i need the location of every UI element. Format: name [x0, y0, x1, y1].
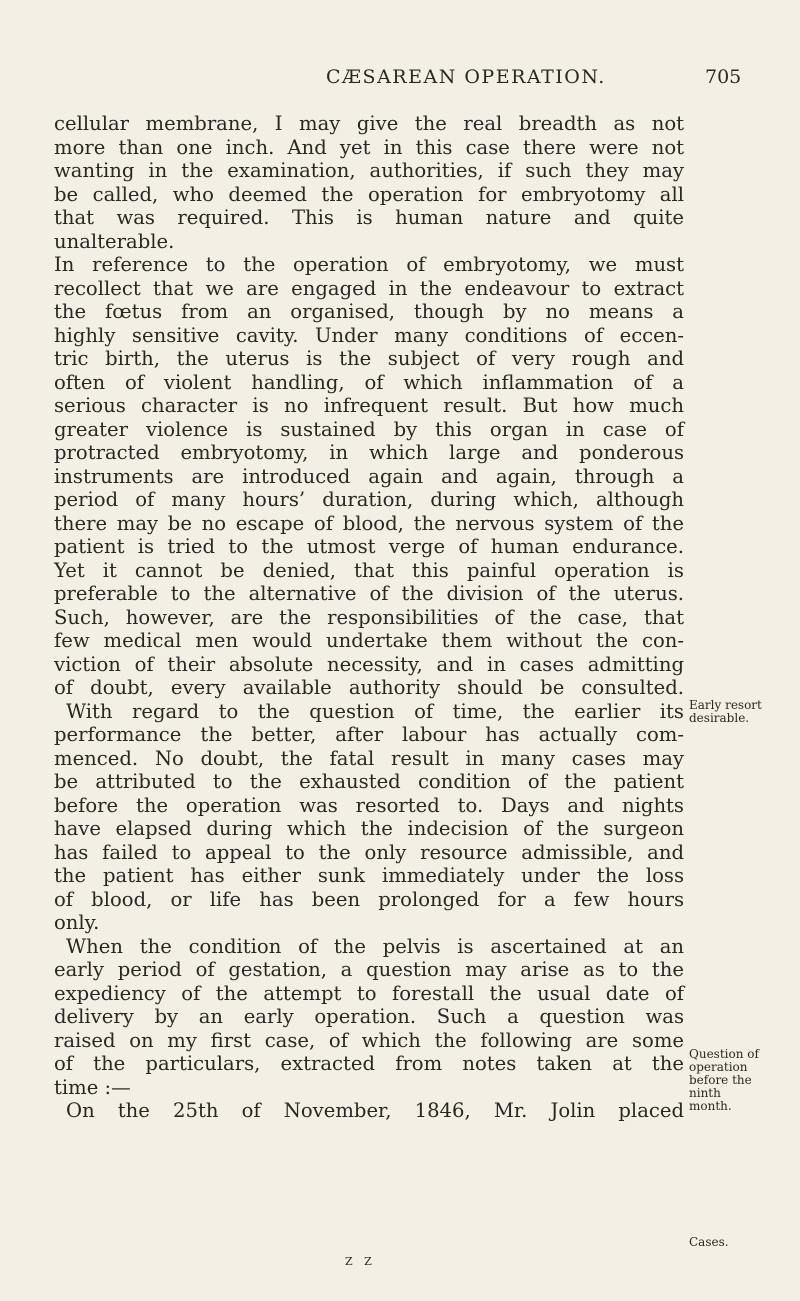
text-line: On the 25th of November, 1846, Mr. Jolin placed [66, 1099, 684, 1122]
margin-note-line: Cases. [689, 1235, 729, 1249]
text-line: wanting in the examination, authorities, if such they may [54, 159, 684, 182]
text-line: there may be no escape of blood, the nervous system of the [54, 511, 684, 535]
text-line: of blood, or life has been prolonged for a few hours [54, 887, 684, 911]
text-line: In reference to the operation of embryotomy, we must [54, 253, 684, 276]
text-line: expediency of the attempt to forestall the usual date of [54, 981, 684, 1005]
text-line: delivery by an early operation. Such a question was [54, 1005, 684, 1028]
margin-note-line: Early resort [689, 698, 762, 712]
margin-note-early-resort [689, 699, 799, 725]
text-line: tric birth, the uterus is the subject of very rough and [54, 347, 684, 370]
text-line: the patient has either sunk immediately under the loss [54, 864, 684, 887]
text-line: preferable to the alternative of the division of the uterus. [54, 582, 684, 605]
text-line: that was required. This is human nature and quite [54, 206, 684, 229]
text-line: serious character is no infrequent result. But how much [54, 394, 684, 417]
text-line: the fœtus from an organised, though by no means a [54, 300, 684, 323]
text-line: be called, who deemed the operation for embryotomy all [54, 182, 684, 206]
text-line: unalterable. [54, 229, 175, 253]
text-line: When the condition of the pelvis is ascertained at an [66, 934, 684, 958]
text-line: Such, however, are the responsibilities of the case, that [54, 605, 684, 629]
running-head: CÆSAREAN OPERATION. [326, 66, 606, 88]
text-line: few medical men would undertake them without the con- [54, 629, 684, 652]
margin-note-line: before the [689, 1073, 752, 1087]
text-line: only. [54, 911, 100, 934]
page-header [0, 66, 800, 96]
text-line: raised on my first case, of which the following are some [54, 1028, 684, 1052]
text-line: cellular membrane, I may give the real breadth as not [54, 112, 684, 135]
text-line: of the particulars, extracted from notes taken at the [54, 1052, 684, 1075]
text-line: be attributed to the exhausted condition of the patient [54, 770, 684, 793]
margin-note-cases [689, 1236, 799, 1249]
text-line: Yet it cannot be denied, that this painful operation is [54, 558, 684, 582]
text-line: of doubt, every available authority should be consulted. [54, 676, 684, 699]
margin-note-line: month. [689, 1099, 732, 1113]
text-line: patient is tried to the utmost verge of human endurance. [54, 535, 684, 558]
text-line: protracted embryotomy, in which large and ponderous [54, 441, 684, 464]
text-line: more than one inch. And yet in this case there were not [54, 135, 684, 159]
text-line: greater violence is sustained by this organ in case of [54, 417, 684, 441]
margin-note-line: Question of [689, 1047, 759, 1061]
text-line: performance the better, after labour has actually com- [54, 723, 684, 746]
text-line: early period of gestation, a question may arise as to the [54, 958, 684, 981]
text-line: before the operation was resorted to. Days and nights [54, 793, 684, 817]
margin-note-question [689, 1048, 799, 1113]
margin-note-line: ninth [689, 1086, 721, 1100]
body-text [54, 112, 684, 1123]
text-line: has failed to appeal to the only resource admissible, and [54, 840, 684, 864]
text-line: highly sensitive cavity. Under many conditions of eccen- [54, 323, 684, 347]
text-line: have elapsed during which the indecision of the surgeon [54, 817, 684, 840]
page-number: 705 [705, 66, 742, 88]
text-line: With regard to the question of time, the earlier its [66, 699, 684, 723]
text-line: viction of their absolute necessity, and in cases admitting [54, 652, 684, 676]
text-line: menced. No doubt, the fatal result in many cases may [54, 746, 684, 770]
text-line: instruments are introduced again and again, through a [54, 464, 684, 488]
text-line: period of many hours’ duration, during which, although [54, 488, 684, 511]
text-line: often of violent handling, of which inflammation of a [54, 370, 684, 394]
signature-mark: Z Z [345, 1255, 376, 1268]
text-line: recollect that we are engaged in the endeavour to extract [54, 276, 684, 300]
margin-note-line: desirable. [689, 711, 750, 725]
text-line: time :— [54, 1075, 131, 1099]
margin-note-line: operation [689, 1060, 748, 1074]
